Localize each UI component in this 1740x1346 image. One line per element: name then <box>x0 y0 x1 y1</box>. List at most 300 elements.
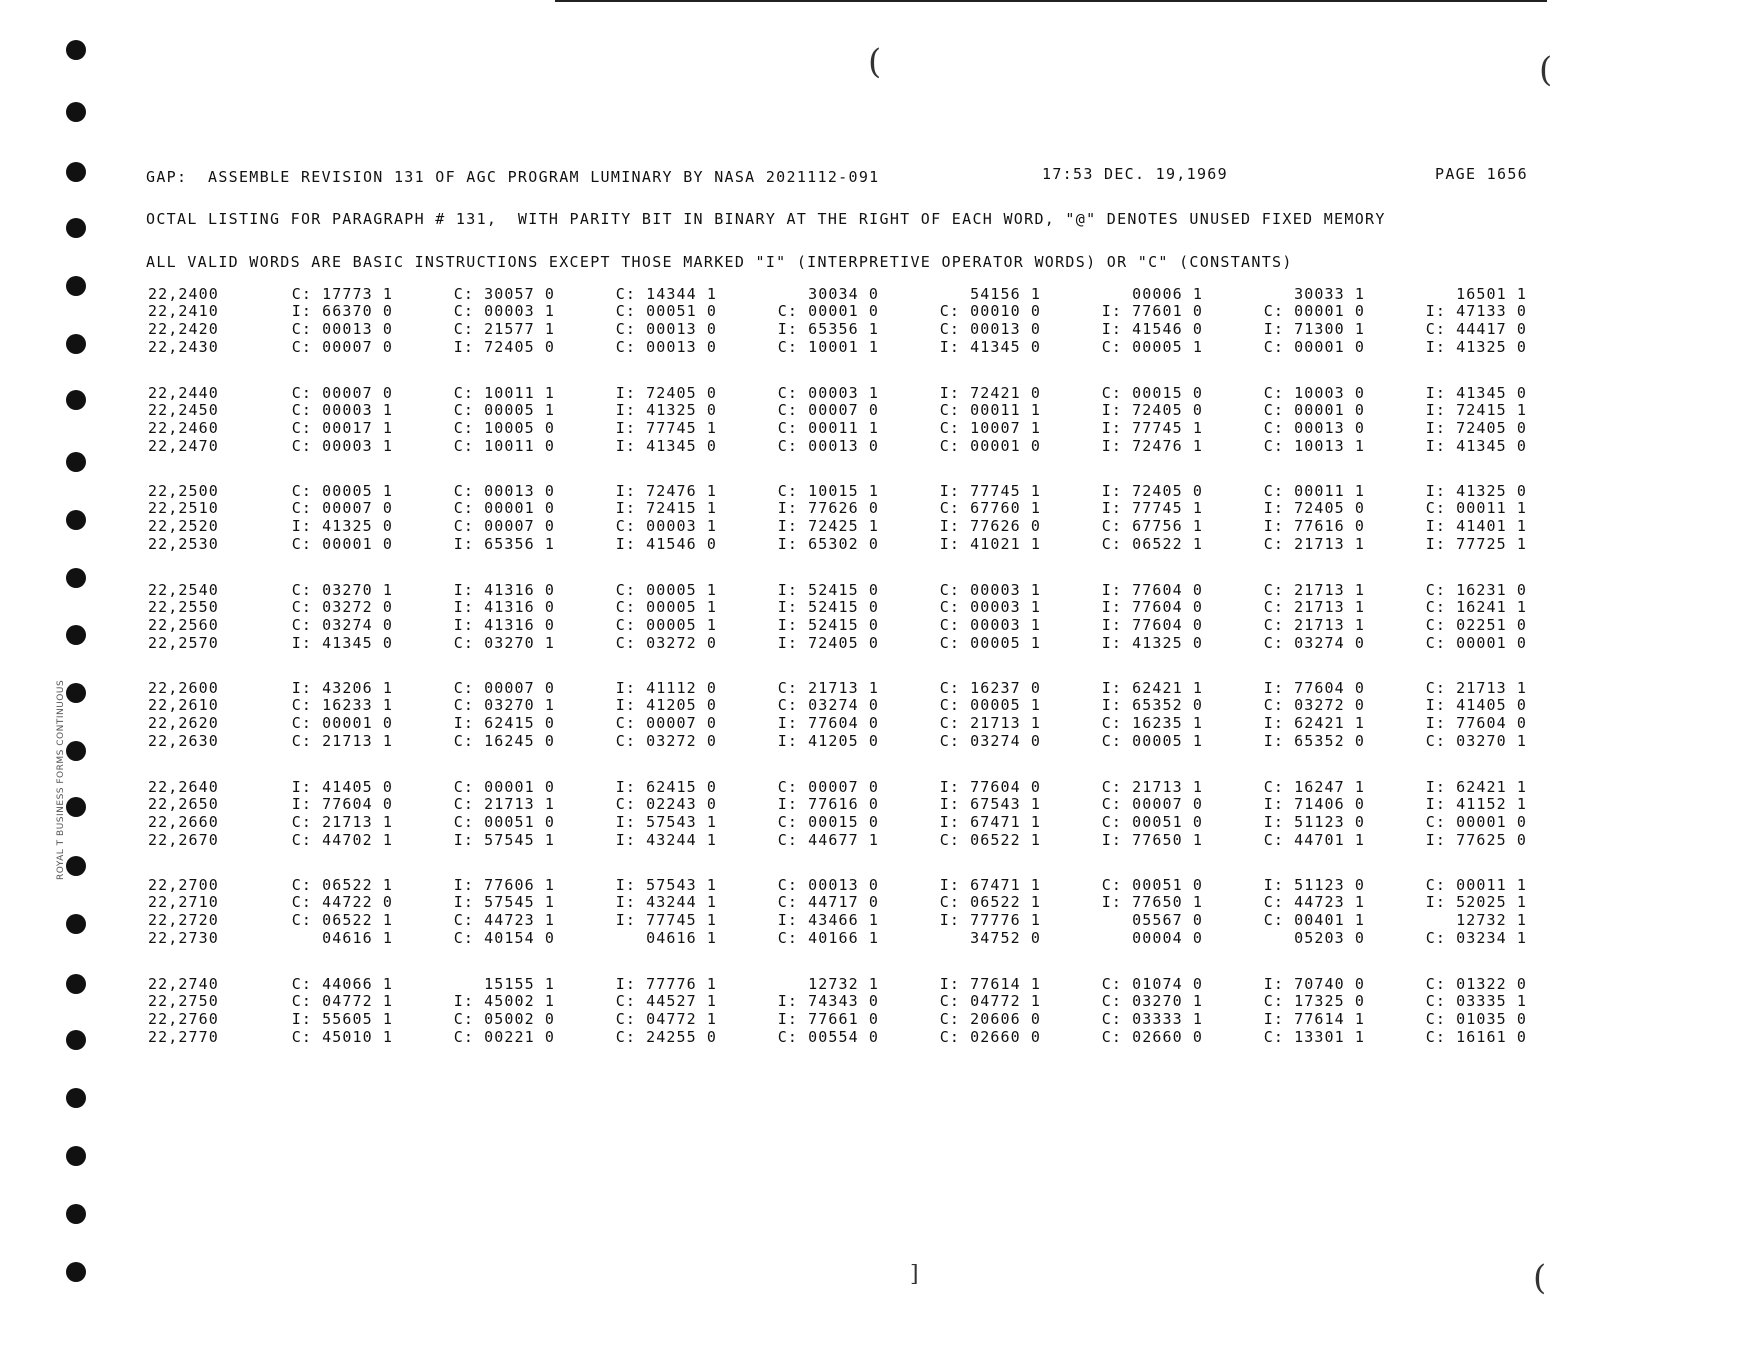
memory-address: 22,2650 <box>148 794 219 813</box>
octal-word: C: 00011 1 <box>777 418 879 437</box>
octal-word: 05567 0 <box>1132 911 1203 929</box>
listing-row <box>148 930 1548 947</box>
octal-word: I: 77614 1 <box>1263 1009 1365 1028</box>
octal-word: C: 16161 0 <box>1425 1027 1527 1046</box>
octal-word: I: 41546 0 <box>1101 320 1203 338</box>
octal-word: C: 21713 1 <box>291 732 393 750</box>
octal-word: C: 21713 1 <box>939 714 1041 732</box>
octal-word: C: 00007 0 <box>453 517 555 535</box>
octal-word: C: 00051 0 <box>453 812 555 831</box>
listing-row <box>148 582 1548 599</box>
octal-word: C: 00003 1 <box>939 580 1041 599</box>
octal-word: I: 77604 0 <box>1101 597 1203 616</box>
octal-word: I: 41405 0 <box>291 777 393 796</box>
octal-word: C: 44722 0 <box>291 893 393 911</box>
octal-word: I: 77604 0 <box>1425 714 1527 732</box>
octal-word: 00004 0 <box>1132 929 1203 947</box>
octal-word: C: 67760 1 <box>939 499 1041 517</box>
listing-row <box>148 617 1548 634</box>
octal-word: C: 00015 0 <box>1101 383 1203 402</box>
listing-block <box>148 483 1548 582</box>
octal-word: I: 41345 0 <box>615 436 717 455</box>
feed-hole <box>66 390 86 410</box>
octal-word: I: 51123 0 <box>1263 812 1365 831</box>
octal-word: C: 00007 0 <box>615 714 717 732</box>
octal-word: C: 44677 1 <box>777 830 879 849</box>
octal-word: C: 03272 0 <box>1263 696 1365 714</box>
octal-word: I: 41345 0 <box>291 633 393 652</box>
form-edge-text: ROYAL T BUSINESS FORMS CONTINUOUS <box>56 679 66 880</box>
octal-word: C: 00007 0 <box>453 679 555 697</box>
octal-word: I: 77776 1 <box>939 911 1041 929</box>
listing-row <box>148 483 1548 500</box>
octal-word: I: 41345 0 <box>939 338 1041 356</box>
octal-word: I: 77604 0 <box>939 777 1041 796</box>
octal-word: 16501 1 <box>1456 285 1527 303</box>
octal-word: C: 03270 1 <box>1101 991 1203 1010</box>
octal-word: C: 10007 1 <box>939 418 1041 437</box>
octal-word: C: 00005 1 <box>1101 732 1203 750</box>
octal-word: 34752 0 <box>970 929 1041 947</box>
octal-word: C: 45010 1 <box>291 1027 393 1046</box>
octal-word: C: 40154 0 <box>453 929 555 947</box>
octal-word: I: 77606 1 <box>453 876 555 894</box>
memory-address: 22,2530 <box>148 535 219 553</box>
octal-word: I: 66370 0 <box>291 302 393 320</box>
octal-word: I: 72415 1 <box>1425 400 1527 419</box>
octal-word: I: 43466 1 <box>777 911 879 929</box>
octal-word: I: 57545 1 <box>453 893 555 911</box>
octal-word: C: 44723 1 <box>1263 893 1365 911</box>
memory-address: 22,2460 <box>148 418 219 437</box>
octal-word: C: 10001 1 <box>777 338 879 356</box>
octal-word: I: 70740 0 <box>1263 974 1365 993</box>
listing-row <box>148 832 1548 849</box>
octal-word: C: 00003 1 <box>939 615 1041 634</box>
octal-word: I: 62415 0 <box>615 777 717 796</box>
octal-word: I: 41152 1 <box>1425 794 1527 813</box>
memory-address: 22,2520 <box>148 517 219 535</box>
octal-word: C: 21713 1 <box>777 679 879 697</box>
feed-hole <box>66 1146 86 1166</box>
octal-word: C: 03234 1 <box>1425 929 1527 947</box>
octal-word: C: 00401 1 <box>1263 911 1365 929</box>
memory-address: 22,2770 <box>148 1027 219 1046</box>
octal-word: C: 00001 0 <box>453 777 555 796</box>
octal-word: C: 02243 0 <box>615 794 717 813</box>
octal-word: I: 67471 1 <box>939 876 1041 894</box>
octal-word: I: 62421 1 <box>1263 714 1365 732</box>
octal-word: C: 16245 0 <box>453 732 555 750</box>
feed-hole <box>66 856 86 876</box>
feed-hole <box>66 625 86 645</box>
octal-word: C: 00011 1 <box>1425 876 1527 894</box>
octal-word: C: 21713 1 <box>291 812 393 831</box>
octal-word: I: 72405 0 <box>453 338 555 356</box>
memory-address: 22,2440 <box>148 383 219 402</box>
memory-address: 22,2660 <box>148 812 219 831</box>
memory-address: 22,2700 <box>148 876 219 894</box>
octal-word: C: 00003 1 <box>291 400 393 419</box>
listing-row <box>148 715 1548 732</box>
octal-word: C: 00007 0 <box>291 499 393 517</box>
listing-row <box>148 599 1548 616</box>
memory-address: 22,2720 <box>148 911 219 929</box>
listing-row <box>148 321 1548 338</box>
octal-word: I: 77725 1 <box>1425 535 1527 553</box>
listing-block <box>148 779 1548 878</box>
octal-word: I: 41205 0 <box>777 732 879 750</box>
octal-word: I: 77616 0 <box>1263 517 1365 535</box>
octal-word: I: 77650 1 <box>1101 830 1203 849</box>
listing-row <box>148 733 1548 750</box>
listing-row <box>148 500 1548 517</box>
feed-hole <box>66 162 86 182</box>
memory-address: 22,2560 <box>148 615 219 634</box>
listing-row <box>148 680 1548 697</box>
octal-word: C: 00011 1 <box>1263 482 1365 500</box>
memory-address: 22,2620 <box>148 714 219 732</box>
feed-hole <box>66 40 86 60</box>
octal-word: I: 41325 0 <box>1101 633 1203 652</box>
octal-word: C: 00013 0 <box>615 320 717 338</box>
octal-word: I: 71406 0 <box>1263 794 1365 813</box>
octal-word: C: 03270 1 <box>1425 732 1527 750</box>
octal-word: 04616 1 <box>646 929 717 947</box>
memory-address: 22,2400 <box>148 285 219 303</box>
octal-word: C: 44066 1 <box>291 974 393 993</box>
octal-word: C: 00005 1 <box>615 597 717 616</box>
octal-word: I: 43244 1 <box>615 893 717 911</box>
octal-word: C: 00001 0 <box>777 302 879 320</box>
octal-word: C: 03270 1 <box>453 696 555 714</box>
octal-word: C: 03272 0 <box>615 633 717 652</box>
octal-word: C: 00013 0 <box>291 320 393 338</box>
octal-word: C: 00010 0 <box>939 302 1041 320</box>
listing-row <box>148 877 1548 894</box>
octal-word: I: 77626 0 <box>939 517 1041 535</box>
octal-word: C: 04772 1 <box>939 991 1041 1010</box>
octal-word: C: 00005 1 <box>615 615 717 634</box>
octal-word: I: 41546 0 <box>615 535 717 553</box>
octal-word: C: 00017 1 <box>291 418 393 437</box>
octal-word: C: 40166 1 <box>777 929 879 947</box>
memory-address: 22,2500 <box>148 482 219 500</box>
octal-word: I: 47133 0 <box>1425 302 1527 320</box>
octal-word: I: 57543 1 <box>615 876 717 894</box>
octal-word: C: 10011 1 <box>453 383 555 402</box>
listing-block <box>148 582 1548 681</box>
octal-word: I: 77661 0 <box>777 1009 879 1028</box>
octal-word: C: 03274 0 <box>1263 633 1365 652</box>
octal-word: C: 04772 1 <box>291 991 393 1010</box>
octal-word: I: 52025 1 <box>1425 893 1527 911</box>
octal-word: C: 00013 0 <box>615 338 717 356</box>
octal-word: C: 10011 0 <box>453 436 555 455</box>
octal-word: C: 00001 0 <box>291 714 393 732</box>
octal-word: C: 16233 1 <box>291 696 393 714</box>
octal-word: C: 44723 1 <box>453 911 555 929</box>
octal-word: I: 67471 1 <box>939 812 1041 831</box>
octal-word: C: 04772 1 <box>615 1009 717 1028</box>
page-number: PAGE 1656 <box>1435 165 1528 183</box>
octal-word: C: 16237 0 <box>939 679 1041 697</box>
memory-address: 22,2450 <box>148 400 219 419</box>
octal-word: C: 16241 1 <box>1425 597 1527 616</box>
octal-word: C: 00005 1 <box>939 633 1041 652</box>
octal-word: C: 03335 1 <box>1425 991 1527 1010</box>
octal-word: C: 16235 1 <box>1101 714 1203 732</box>
octal-word: C: 21713 1 <box>1425 679 1527 697</box>
octal-word: I: 41316 0 <box>453 597 555 616</box>
octal-word: I: 41405 0 <box>1425 696 1527 714</box>
octal-word: C: 21713 1 <box>1101 777 1203 796</box>
octal-word: C: 10003 0 <box>1263 383 1365 402</box>
octal-word: C: 17773 1 <box>291 285 393 303</box>
listing-row <box>148 536 1548 553</box>
octal-word: I: 72405 0 <box>1101 400 1203 419</box>
octal-word: C: 03274 0 <box>939 732 1041 750</box>
octal-word: C: 21713 1 <box>1263 615 1365 634</box>
octal-word: I: 65302 0 <box>777 535 879 553</box>
octal-word: I: 77614 1 <box>939 974 1041 993</box>
listing-row <box>148 438 1548 455</box>
feed-hole <box>66 974 86 994</box>
listing-row <box>148 779 1548 796</box>
octal-word: C: 00003 1 <box>291 436 393 455</box>
octal-word: I: 72415 1 <box>615 499 717 517</box>
octal-word: C: 00051 0 <box>1101 812 1203 831</box>
top-rule <box>555 0 1547 2</box>
octal-word: I: 43244 1 <box>615 830 717 849</box>
octal-word: C: 67756 1 <box>1101 517 1203 535</box>
memory-address: 22,2640 <box>148 777 219 796</box>
octal-word: C: 21577 1 <box>453 320 555 338</box>
memory-address: 22,2540 <box>148 580 219 599</box>
octal-word: C: 00005 1 <box>453 400 555 419</box>
listing-row <box>148 697 1548 714</box>
octal-word: C: 00015 0 <box>777 812 879 831</box>
octal-word: I: 41401 1 <box>1425 517 1527 535</box>
octal-word: 05203 0 <box>1294 929 1365 947</box>
stray-paren-mark: ( <box>1533 1258 1547 1298</box>
octal-word: I: 77776 1 <box>615 974 717 993</box>
listing-row <box>148 303 1548 320</box>
octal-word: I: 77601 0 <box>1101 302 1203 320</box>
listing-block <box>148 385 1548 484</box>
octal-word: C: 00013 0 <box>777 876 879 894</box>
memory-address: 22,2610 <box>148 696 219 714</box>
listing-row <box>148 402 1548 419</box>
octal-word: I: 41325 0 <box>615 400 717 419</box>
octal-word: I: 41112 0 <box>615 679 717 697</box>
listing-timestamp: 17:53 DEC. 19,1969 <box>1042 165 1228 183</box>
octal-word: C: 00001 0 <box>291 535 393 553</box>
octal-word: I: 41316 0 <box>453 615 555 634</box>
octal-word: I: 65356 1 <box>777 320 879 338</box>
octal-word: C: 00003 1 <box>453 302 555 320</box>
listing-description: OCTAL LISTING FOR PARAGRAPH # 131, WITH PARITY BIT IN BINARY AT THE RIGHT OF EACH WORD, "@" DENOTES UNUSED FIXED MEMORY <box>146 210 1386 228</box>
octal-word: C: 00005 1 <box>939 696 1041 714</box>
feed-hole <box>66 1262 86 1282</box>
feed-hole <box>66 914 86 934</box>
listing-row <box>148 1029 1548 1046</box>
octal-word: I: 77625 0 <box>1425 830 1527 849</box>
octal-word: I: 51123 0 <box>1263 876 1365 894</box>
octal-word: C: 44717 0 <box>777 893 879 911</box>
memory-address: 22,2510 <box>148 499 219 517</box>
feed-hole <box>66 510 86 530</box>
octal-word: C: 14344 1 <box>615 285 717 303</box>
octal-word: I: 77650 1 <box>1101 893 1203 911</box>
octal-word: I: 72405 0 <box>777 633 879 652</box>
memory-address: 22,2470 <box>148 436 219 455</box>
memory-address: 22,2420 <box>148 320 219 338</box>
listing-legend: ALL VALID WORDS ARE BASIC INSTRUCTIONS EXCEPT THOSE MARKED "I" (INTERPRETIVE OPERATOR WORDS) OR "C" (CONSTANTS) <box>146 253 1293 271</box>
octal-word: I: 77604 0 <box>1263 679 1365 697</box>
listing-block <box>148 877 1548 976</box>
octal-word: C: 10015 1 <box>777 482 879 500</box>
stray-paren-mark: ( <box>1539 50 1553 90</box>
octal-word: C: 44417 0 <box>1425 320 1527 338</box>
octal-word: 12732 1 <box>1456 911 1527 929</box>
octal-word: 00006 1 <box>1132 285 1203 303</box>
octal-word: C: 02660 0 <box>939 1027 1041 1046</box>
listing-row <box>148 420 1548 437</box>
octal-word: C: 03274 0 <box>291 615 393 634</box>
octal-word: I: 41021 1 <box>939 535 1041 553</box>
listing-row <box>148 814 1548 831</box>
octal-word: C: 21713 1 <box>1263 535 1365 553</box>
octal-word: C: 00001 0 <box>1425 633 1527 652</box>
octal-word: C: 00007 0 <box>1101 794 1203 813</box>
octal-word: C: 00013 0 <box>453 482 555 500</box>
octal-word: C: 10013 1 <box>1263 436 1365 455</box>
octal-word: C: 06522 1 <box>1101 535 1203 553</box>
octal-word: 30033 1 <box>1294 285 1365 303</box>
listing-row <box>148 912 1548 929</box>
octal-word: I: 71300 1 <box>1263 320 1365 338</box>
octal-word: 54156 1 <box>970 285 1041 303</box>
octal-word: I: 62421 1 <box>1425 777 1527 796</box>
octal-word: I: 77745 1 <box>615 911 717 929</box>
octal-word: I: 72405 0 <box>1101 482 1203 500</box>
listing-row <box>148 518 1548 535</box>
octal-word: I: 65356 1 <box>453 535 555 553</box>
listing-row <box>148 894 1548 911</box>
octal-word: I: 72405 0 <box>1425 418 1527 437</box>
feed-hole <box>66 276 86 296</box>
octal-word: C: 00554 0 <box>777 1027 879 1046</box>
octal-word: I: 77616 0 <box>777 794 879 813</box>
octal-word: I: 77604 0 <box>1101 580 1203 599</box>
tractor-feed-holes <box>66 40 96 1340</box>
octal-word: C: 00007 0 <box>291 383 393 402</box>
octal-word: I: 52415 0 <box>777 615 879 634</box>
octal-word: C: 21713 1 <box>453 794 555 813</box>
listing-row <box>148 1011 1548 1028</box>
listing-row <box>148 385 1548 402</box>
octal-word: I: 41345 0 <box>1425 383 1527 402</box>
octal-word: I: 62421 1 <box>1101 679 1203 697</box>
octal-word: I: 77604 0 <box>1101 615 1203 634</box>
octal-word: I: 65352 0 <box>1101 696 1203 714</box>
octal-word: C: 00007 0 <box>777 400 879 419</box>
octal-word: C: 03274 0 <box>777 696 879 714</box>
octal-word: C: 05002 0 <box>453 1009 555 1028</box>
octal-word: C: 00005 1 <box>1101 338 1203 356</box>
octal-word: I: 72476 1 <box>615 482 717 500</box>
octal-word: C: 00051 0 <box>1101 876 1203 894</box>
octal-word: C: 44701 1 <box>1263 830 1365 849</box>
octal-word: I: 72405 0 <box>1263 499 1365 517</box>
octal-word: I: 41316 0 <box>453 580 555 599</box>
memory-address: 22,2550 <box>148 597 219 616</box>
octal-word: I: 45002 1 <box>453 991 555 1010</box>
octal-word: C: 01322 0 <box>1425 974 1527 993</box>
octal-word: I: 41205 0 <box>615 696 717 714</box>
octal-word: C: 03272 0 <box>291 597 393 616</box>
octal-word: I: 41345 0 <box>1425 436 1527 455</box>
octal-word: C: 01074 0 <box>1101 974 1203 993</box>
listing-block <box>148 286 1548 385</box>
octal-word: C: 24255 0 <box>615 1027 717 1046</box>
octal-word: I: 55605 1 <box>291 1009 393 1028</box>
octal-word: I: 77604 0 <box>291 794 393 813</box>
octal-word: 04616 1 <box>322 929 393 947</box>
memory-address: 22,2760 <box>148 1009 219 1028</box>
octal-word: C: 21713 1 <box>1263 580 1365 599</box>
octal-word: C: 44702 1 <box>291 830 393 849</box>
octal-word: I: 72405 0 <box>615 383 717 402</box>
memory-address: 22,2630 <box>148 732 219 750</box>
octal-word: C: 06522 1 <box>291 876 393 894</box>
octal-word: C: 03270 1 <box>453 633 555 652</box>
octal-word: I: 41325 0 <box>1425 482 1527 500</box>
octal-word: I: 77626 0 <box>777 499 879 517</box>
feed-hole <box>66 568 86 588</box>
octal-word: C: 00005 1 <box>291 482 393 500</box>
memory-address: 22,2670 <box>148 830 219 849</box>
octal-word: I: 77604 0 <box>777 714 879 732</box>
octal-word: C: 00001 0 <box>1263 302 1365 320</box>
octal-word: C: 10005 0 <box>453 418 555 437</box>
octal-word: C: 00003 1 <box>939 597 1041 616</box>
feed-hole <box>66 683 86 703</box>
octal-word: C: 00005 1 <box>615 580 717 599</box>
octal-word: C: 06522 1 <box>291 911 393 929</box>
octal-word: I: 62415 0 <box>453 714 555 732</box>
memory-address: 22,2600 <box>148 679 219 697</box>
memory-address: 22,2750 <box>148 991 219 1010</box>
octal-word: C: 00011 1 <box>939 400 1041 419</box>
feed-hole <box>66 218 86 238</box>
feed-hole <box>66 741 86 761</box>
octal-listing <box>148 286 1548 1074</box>
listing-row <box>148 976 1548 993</box>
listing-row <box>148 286 1548 303</box>
listing-title: GAP: ASSEMBLE REVISION 131 OF AGC PROGRAM LUMINARY BY NASA 2021112-091 <box>146 168 880 186</box>
octal-word: 30034 0 <box>808 285 879 303</box>
octal-word: C: 00013 0 <box>939 320 1041 338</box>
octal-word: I: 57543 1 <box>615 812 717 831</box>
octal-word: I: 52415 0 <box>777 580 879 599</box>
octal-word: C: 01035 0 <box>1425 1009 1527 1028</box>
feed-hole <box>66 1204 86 1224</box>
feed-hole <box>66 797 86 817</box>
octal-word: C: 03333 1 <box>1101 1009 1203 1028</box>
octal-word: I: 77745 1 <box>615 418 717 437</box>
